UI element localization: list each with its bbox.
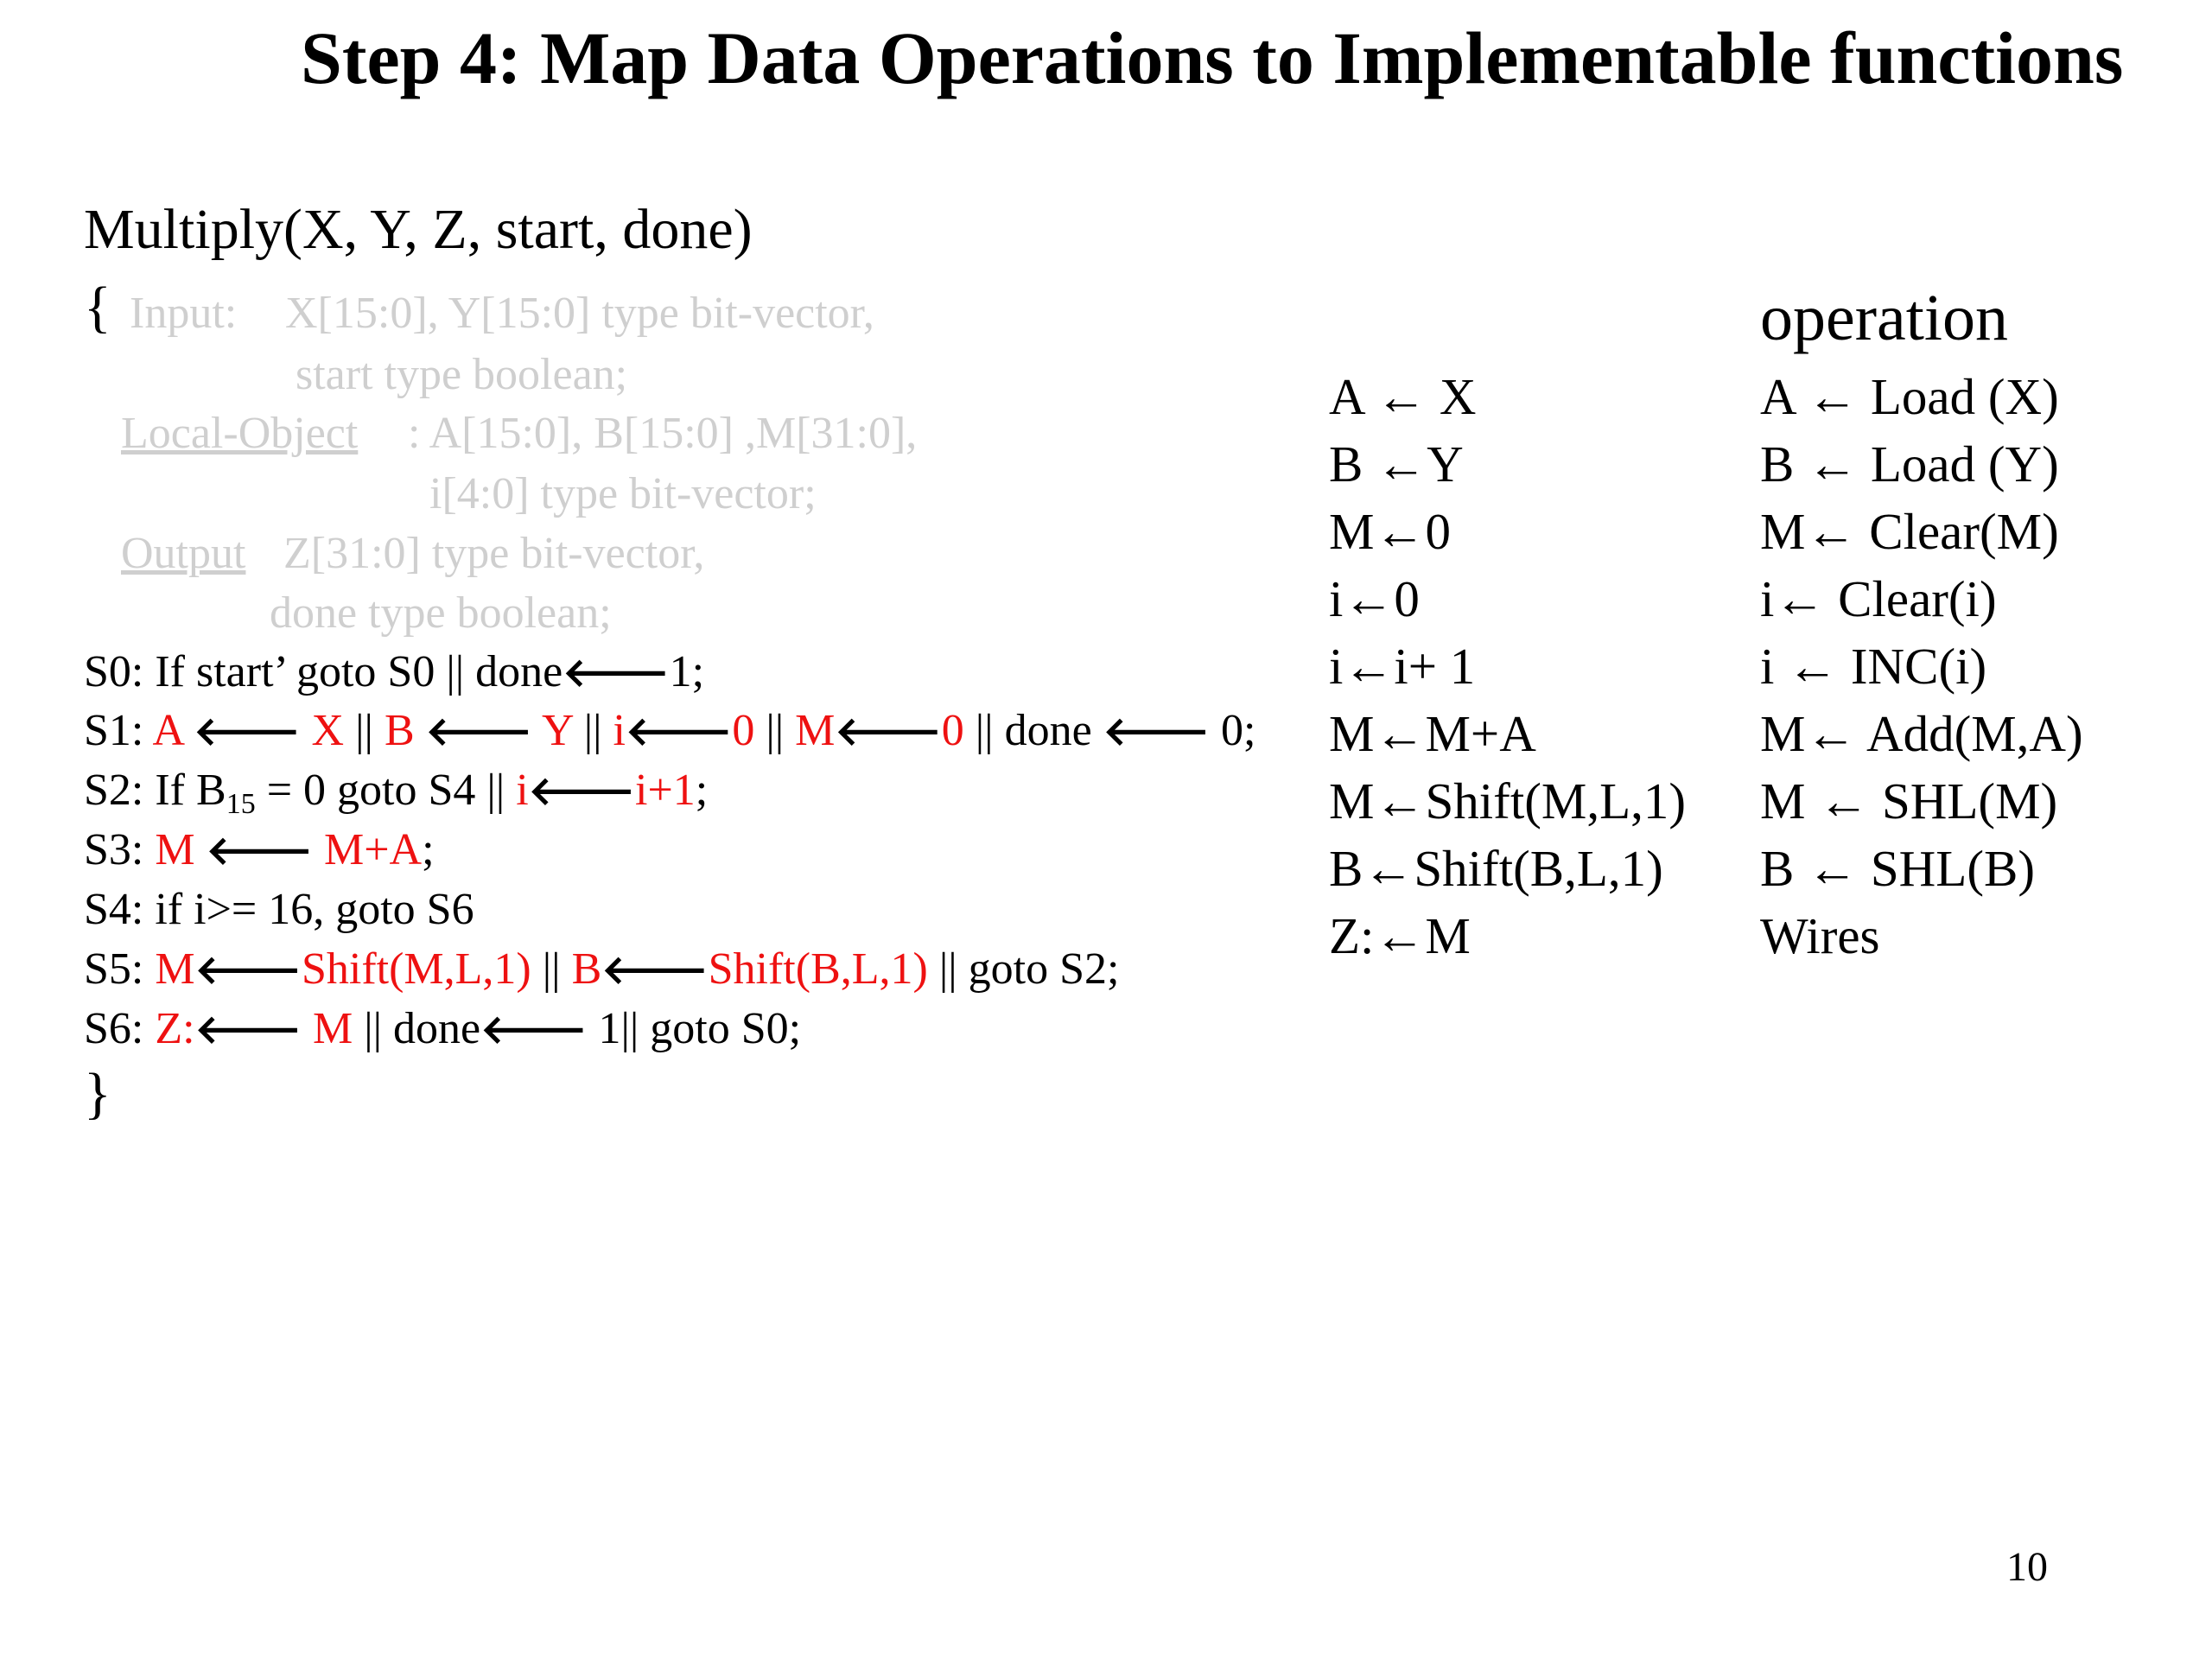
s6-label: S6: xyxy=(84,1004,156,1053)
procedure-signature: Multiply(X, Y, Z, start, done) xyxy=(84,198,753,261)
s3-end: ; xyxy=(422,825,435,874)
statement-s0 xyxy=(84,647,705,696)
s1-sep-2: || xyxy=(572,706,613,755)
s1-term-y: Y xyxy=(531,706,573,755)
mapping-left-4: i←i+ 1 xyxy=(1329,638,1476,695)
s5-arrow-2: 🡐 xyxy=(601,946,709,993)
s3-term-m: M xyxy=(155,825,207,874)
s5-term-b: B xyxy=(571,944,602,994)
output-label-text: Output xyxy=(121,529,246,578)
s6-term-z: Z: xyxy=(155,1004,195,1053)
s5-label: S5: xyxy=(84,944,156,994)
s5-term-shift-b: Shift(B,L,1) xyxy=(708,944,928,994)
s1-term-m: M xyxy=(795,706,836,755)
output-label xyxy=(121,531,245,576)
statement-s5 xyxy=(84,944,1120,994)
mapping-right-5: M← Add(M,A) xyxy=(1760,705,2083,762)
s1-arrow-5: 🡐 xyxy=(1103,708,1211,754)
s2-subscript: 15 xyxy=(226,788,256,820)
s3-label: S3: xyxy=(84,825,156,874)
s5-arrow-1: 🡐 xyxy=(194,946,302,993)
s6-rest-1: || done xyxy=(353,1004,481,1053)
input-declaration-line2: start type boolean; xyxy=(296,350,628,399)
statement-s1 xyxy=(84,706,1256,755)
s0-arrow: 🡐 xyxy=(563,649,670,696)
mapping-right-7: B ← SHL(B) xyxy=(1760,840,2035,897)
mapping-left-3: i←0 xyxy=(1329,570,1420,627)
s1-term-a: A xyxy=(152,706,194,755)
mapping-left-0: A ← X xyxy=(1329,368,1477,425)
s1-arrow-2: 🡐 xyxy=(425,708,532,754)
page-number: 10 xyxy=(2006,1544,2048,1590)
s1-sep-3: || xyxy=(754,706,796,755)
s1-term-x: X xyxy=(300,706,345,755)
s3-term-sum: M+A xyxy=(312,825,423,874)
statement-s3 xyxy=(84,825,435,874)
statement-s6 xyxy=(84,1004,802,1053)
mapping-left-2: M←0 xyxy=(1329,503,1451,560)
statement-s4: S4: if i>= 16, goto S6 xyxy=(84,885,474,934)
local-object-label-text: Local-Object xyxy=(121,409,359,458)
s2-text-1: S2: If B xyxy=(84,766,226,815)
s6-term-m: M xyxy=(301,1004,353,1053)
s6-arrow-1: 🡐 xyxy=(194,1006,302,1052)
s1-rest-1: || done xyxy=(963,706,1103,755)
local-object-label xyxy=(121,411,358,456)
s2-term-i: i xyxy=(516,766,529,815)
s5-term-shift-m: Shift(M,L,1) xyxy=(301,944,531,994)
s2-arrow: 🡐 xyxy=(528,767,636,814)
close-brace: } xyxy=(84,1062,111,1125)
s1-term-i: i xyxy=(613,706,626,755)
s2-text-2: = 0 goto S4 || xyxy=(255,766,517,815)
s1-rest-2: 0; xyxy=(1210,706,1256,755)
s1-term-b: B xyxy=(384,706,426,755)
s5-sep: || xyxy=(531,944,572,994)
slide-title: Step 4: Map Data Operations to Implementable functions xyxy=(301,16,2124,99)
mapping-right-2: M← Clear(M) xyxy=(1760,503,2059,560)
open-brace: { xyxy=(84,276,111,339)
mapping-left-8: Z:←M xyxy=(1329,907,1471,964)
mapping-left-6: M←Shift(M,L,1) xyxy=(1329,772,1686,830)
statement-s2 xyxy=(84,766,709,820)
s5-rest: || goto S2; xyxy=(927,944,1120,994)
s0-value: 1; xyxy=(669,647,705,696)
s1-sep-1: || xyxy=(344,706,385,755)
mapping-right-6: M ← SHL(M) xyxy=(1760,772,2058,830)
mapping-left-7: B←Shift(B,L,1) xyxy=(1329,840,1663,897)
input-declaration-label: Input: xyxy=(130,289,238,338)
s1-arrow-1: 🡐 xyxy=(194,708,301,754)
output-line2: done type boolean; xyxy=(270,588,612,638)
s1-arrow-3: 🡐 xyxy=(625,708,733,754)
s2-term-inc: i+1 xyxy=(635,766,696,815)
local-object-line1: : A[15:0], B[15:0] ,M[31:0], xyxy=(408,409,918,458)
mapping-right-0: A ← Load (X) xyxy=(1760,368,2059,425)
s1-arrow-4: 🡐 xyxy=(835,708,942,754)
s1-label: S1: xyxy=(84,706,153,755)
mapping-right-1: B ← Load (Y) xyxy=(1760,435,2059,493)
output-line1: Z[31:0] type bit-vector, xyxy=(283,529,705,578)
mapping-right-3: i← Clear(i) xyxy=(1760,570,1997,627)
s2-text-3: ; xyxy=(695,766,709,815)
s5-term-m: M xyxy=(155,944,195,994)
s6-rest-2: 1|| goto S0; xyxy=(587,1004,802,1053)
s1-term-zero-2: 0 xyxy=(941,706,964,755)
s3-arrow: 🡐 xyxy=(206,827,313,874)
s0-text: S0: If start’ goto S0 || done xyxy=(84,647,563,696)
mapping-right-4: i ← INC(i) xyxy=(1760,638,1987,695)
operation-column-header: operation xyxy=(1760,282,2009,354)
mapping-right-8: Wires xyxy=(1760,907,1880,964)
mapping-left-1: B ←Y xyxy=(1329,435,1464,493)
local-object-line2: i[4:0] type bit-vector; xyxy=(429,469,817,518)
s1-term-zero-1: 0 xyxy=(732,706,755,755)
s6-arrow-2: 🡐 xyxy=(480,1006,588,1052)
mapping-left-5: M←M+A xyxy=(1329,705,1536,762)
input-declaration-line1: X[15:0], Y[15:0] type bit-vector, xyxy=(285,289,874,338)
